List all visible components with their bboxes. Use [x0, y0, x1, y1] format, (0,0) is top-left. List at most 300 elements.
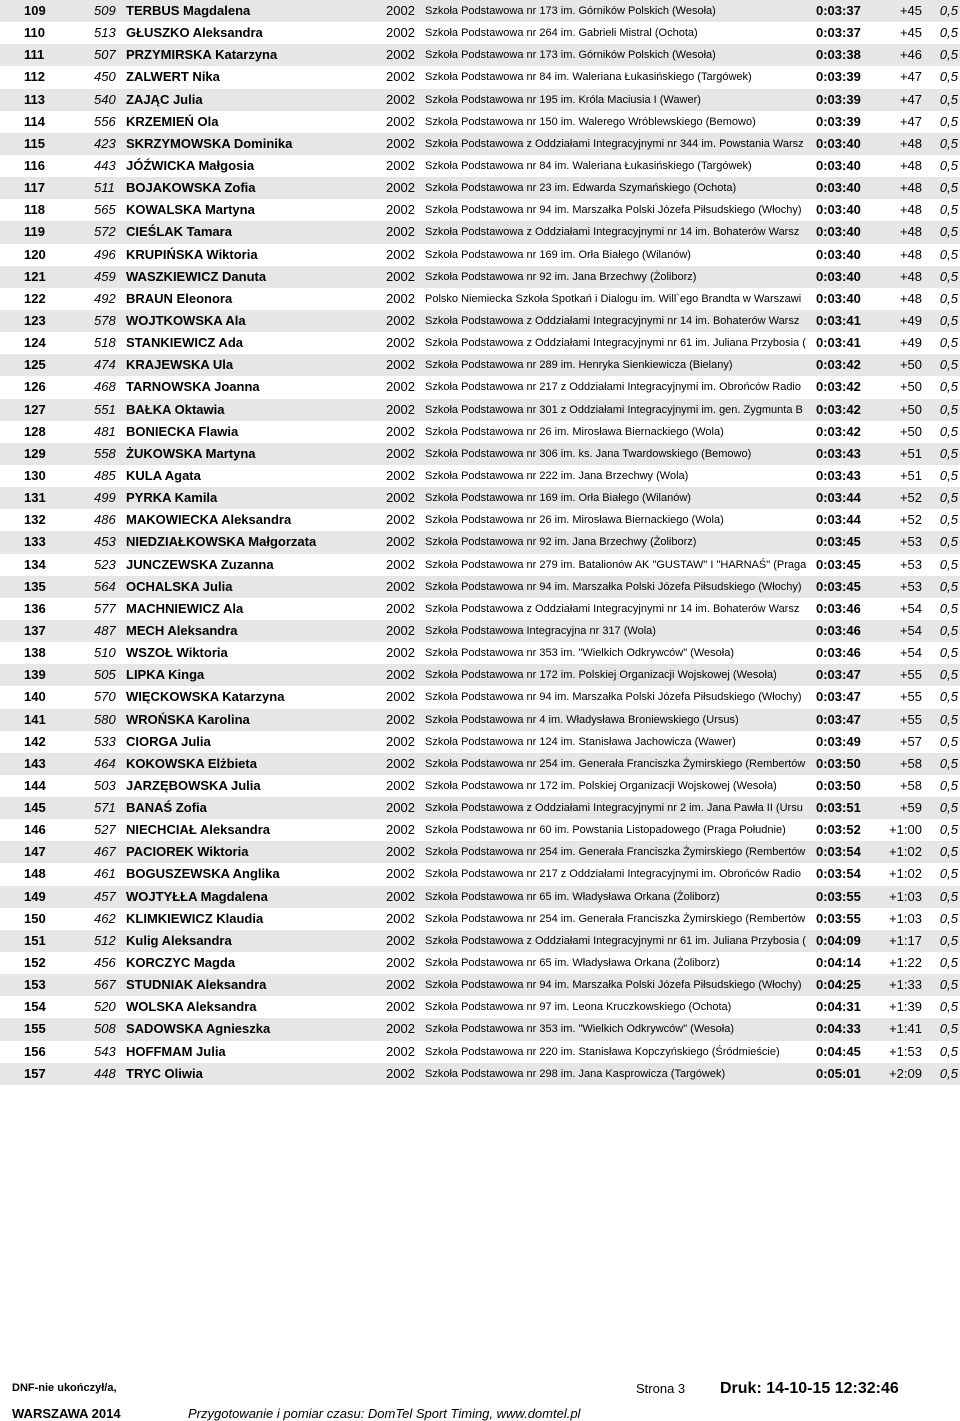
table-row: [0, 266, 960, 288]
time-cell: 0:03:42: [816, 423, 861, 439]
school-cell: Szkoła Podstawowa nr 124 im. Stanisława Jachowicza (Wawer): [425, 735, 736, 748]
name-cell: JUNCZEWSKA Zuzanna: [126, 556, 274, 572]
table-row: [0, 996, 960, 1018]
school-cell: Szkoła Podstawowa nr 26 im. Mirosława Biernackiego (Wola): [425, 425, 724, 438]
time-cell: 0:04:14: [816, 955, 861, 971]
name-cell: WASZKIEWICZ Danuta: [126, 268, 267, 284]
name-cell: TARNOWSKA Joanna: [126, 379, 260, 395]
place-cell: 128: [24, 423, 46, 439]
name-cell: KOKOWSKA Elżbieta: [126, 755, 257, 771]
table-row: [0, 332, 960, 354]
table-row: [0, 111, 960, 133]
place-cell: 146: [24, 822, 46, 838]
bib-cell: 487: [94, 622, 116, 638]
points-cell: 0,5: [939, 47, 958, 63]
time-cell: 0:03:49: [816, 733, 861, 749]
bib-cell: 540: [94, 91, 116, 107]
school-cell: Szkoła Podstawowa nr 84 im. Waleriana Łukasińskiego (Targówek): [425, 159, 752, 172]
gap-cell: +59: [899, 800, 922, 816]
school-cell: Szkoła Podstawowa nr 169 im. Orła Białego (Wilanów): [425, 248, 691, 261]
year-cell: 2002: [386, 3, 415, 18]
year-cell: 2002: [386, 955, 415, 971]
year-cell: 2002: [386, 246, 415, 262]
year-cell: 2002: [386, 534, 415, 550]
school-cell: Szkoła Podstawowa nr 173 im. Górników Polskich (Wesoła): [425, 49, 716, 62]
table-row: [0, 664, 960, 686]
points-cell: 0,5: [939, 667, 958, 683]
gap-cell: +48: [899, 224, 922, 240]
time-cell: 0:03:44: [816, 490, 861, 506]
year-cell: 2002: [386, 423, 415, 439]
points-cell: 0,5: [939, 600, 958, 616]
name-cell: TRYC Oliwia: [126, 1065, 203, 1081]
points-cell: 0,5: [939, 113, 958, 129]
bib-cell: 512: [94, 932, 116, 948]
gap-cell: +49: [899, 335, 922, 351]
name-cell: WOJTYŁŁA Magdalena: [126, 888, 268, 904]
school-cell: Szkoła Podstawowa z Oddziałami Integracyjnymi nr 2 im. Jana Pawła II (Ursu: [425, 802, 803, 815]
place-cell: 150: [24, 910, 46, 926]
name-cell: STANKIEWICZ Ada: [126, 335, 243, 351]
points-cell: 0,5: [939, 955, 958, 971]
name-cell: WOJTKOWSKA Ala: [126, 312, 246, 328]
school-cell: Szkoła Podstawowa nr 301 z Oddziałami Integracyjnymi im. gen. Zygmunta B: [425, 403, 803, 416]
bib-cell: 533: [94, 733, 116, 749]
name-cell: CIEŚLAK Tamara: [126, 224, 232, 240]
gap-cell: +48: [899, 268, 922, 284]
place-cell: 138: [24, 645, 46, 661]
points-cell: 0,5: [939, 379, 958, 395]
name-cell: PYRKA Kamila: [126, 490, 218, 506]
table-row: [0, 1063, 960, 1085]
bib-cell: 527: [94, 822, 116, 838]
year-cell: 2002: [386, 999, 415, 1015]
table-row: [0, 310, 960, 332]
gap-cell: +45: [899, 25, 922, 41]
year-cell: 2002: [386, 733, 415, 749]
year-cell: 2002: [386, 1065, 415, 1081]
name-cell: KRAJEWSKA Ula: [126, 357, 234, 373]
points-cell: 0,5: [939, 578, 958, 594]
school-cell: Szkoła Podstawowa nr 306 im. ks. Jana Twardowskiego (Bemowo): [425, 447, 752, 460]
table-row: [0, 1018, 960, 1040]
school-cell: Szkoła Podstawowa nr 94 im. Marszałka Polski Józefa Piłsudskiego (Włochy): [425, 979, 802, 992]
points-cell: 0,5: [939, 844, 958, 860]
year-cell: 2002: [386, 357, 415, 373]
time-cell: 0:03:50: [816, 755, 861, 771]
school-cell: Szkoła Podstawowa nr 217 z Oddziałami Integracyjnymi im. Obrońców Radio: [425, 868, 801, 881]
school-cell: Szkoła Podstawowa nr 60 im. Powstania Listopadowego (Praga Południe): [425, 824, 786, 837]
place-cell: 115: [24, 135, 45, 151]
school-cell: Szkoła Podstawowa z Oddziałami Integracyjnymi nr 14 im. Bohaterów Warsz: [425, 226, 800, 239]
time-cell: 0:04:09: [816, 932, 861, 948]
place-cell: 143: [24, 755, 46, 771]
gap-cell: +2:09: [889, 1065, 922, 1081]
points-cell: 0,5: [939, 202, 958, 218]
year-cell: 2002: [386, 932, 415, 948]
table-row: [0, 66, 960, 88]
table-row: [0, 177, 960, 199]
points-cell: 0,5: [939, 312, 958, 328]
name-cell: ZALWERT Nika: [126, 69, 220, 85]
name-cell: SKRZYMOWSKA Dominika: [126, 135, 293, 151]
year-cell: 2002: [386, 312, 415, 328]
points-cell: 0,5: [939, 401, 958, 417]
year-cell: 2002: [386, 25, 415, 41]
table-row: [0, 930, 960, 952]
name-cell: JARZĘBOWSKA Julia: [126, 777, 261, 793]
bib-cell: 556: [94, 113, 116, 129]
gap-cell: +50: [899, 379, 922, 395]
time-cell: 0:04:25: [816, 977, 861, 993]
points-cell: 0,5: [939, 777, 958, 793]
points-cell: 0,5: [939, 822, 958, 838]
bib-cell: 456: [94, 955, 116, 971]
time-cell: 0:03:40: [816, 268, 861, 284]
year-cell: 2002: [386, 47, 415, 63]
school-cell: Szkoła Podstawowa z Oddziałami Integracyjnymi nr 61 im. Juliana Przybosia (: [425, 934, 806, 947]
gap-cell: +50: [899, 401, 922, 417]
school-cell: Szkoła Podstawowa z Oddziałami Integracyjnymi nr 14 im. Bohaterów Warsz: [425, 602, 800, 615]
name-cell: Kulig Aleksandra: [126, 932, 232, 948]
place-cell: 137: [24, 622, 46, 638]
bib-cell: 453: [94, 534, 116, 550]
bib-cell: 571: [94, 800, 116, 816]
table-row: [0, 642, 960, 664]
points-cell: 0,5: [939, 290, 958, 306]
time-cell: 0:03:37: [816, 25, 861, 41]
table-row: [0, 576, 960, 598]
time-cell: 0:03:40: [816, 224, 861, 240]
time-cell: 0:03:55: [816, 888, 861, 904]
gap-cell: +1:03: [889, 910, 922, 926]
gap-cell: +53: [899, 534, 922, 550]
school-cell: Szkoła Podstawowa nr 254 im. Generała Franciszka Żymirskiego (Rembertów: [425, 846, 806, 859]
gap-cell: +51: [899, 445, 922, 461]
gap-cell: +1:03: [889, 888, 922, 904]
points-cell: 0,5: [939, 977, 958, 993]
time-cell: 0:03:46: [816, 600, 861, 616]
gap-cell: +46: [899, 47, 922, 63]
place-cell: 148: [24, 866, 46, 882]
points-cell: 0,5: [939, 25, 958, 41]
gap-cell: +57: [899, 733, 922, 749]
year-cell: 2002: [386, 335, 415, 351]
bib-cell: 457: [94, 888, 116, 904]
place-cell: 133: [24, 534, 46, 550]
table-row: [0, 133, 960, 155]
time-cell: 0:03:39: [816, 113, 861, 129]
table-row: [0, 1041, 960, 1063]
table-row: [0, 22, 960, 44]
year-cell: 2002: [386, 645, 415, 661]
table-row: [0, 554, 960, 576]
table-row: [0, 443, 960, 465]
table-row: [0, 376, 960, 398]
points-cell: 0,5: [939, 910, 958, 926]
name-cell: MAKOWIECKA Aleksandra: [126, 512, 292, 528]
year-cell: 2002: [386, 977, 415, 993]
time-cell: 0:03:40: [816, 202, 861, 218]
place-cell: 139: [24, 667, 46, 683]
name-cell: BOGUSZEWSKA Anglika: [126, 866, 280, 882]
points-cell: 0,5: [939, 645, 958, 661]
time-cell: 0:03:55: [816, 910, 861, 926]
place-cell: 136: [24, 600, 46, 616]
bib-cell: 448: [94, 1065, 116, 1081]
place-cell: 132: [24, 512, 46, 528]
year-cell: 2002: [386, 467, 415, 483]
gap-cell: +48: [899, 180, 922, 196]
table-row: [0, 797, 960, 819]
bib-cell: 474: [94, 357, 116, 373]
table-row: [0, 89, 960, 111]
place-cell: 152: [24, 955, 46, 971]
gap-cell: +54: [899, 645, 922, 661]
year-cell: 2002: [386, 866, 415, 882]
time-cell: 0:03:54: [816, 844, 861, 860]
time-cell: 0:03:40: [816, 246, 861, 262]
name-cell: KORCZYC Magda: [126, 955, 236, 971]
time-cell: 0:03:41: [816, 312, 861, 328]
points-cell: 0,5: [939, 490, 958, 506]
table-row: [0, 531, 960, 553]
points-cell: 0,5: [939, 91, 958, 107]
bib-cell: 450: [94, 69, 116, 85]
gap-cell: +47: [899, 113, 922, 129]
time-cell: 0:03:42: [816, 401, 861, 417]
time-cell: 0:03:52: [816, 822, 861, 838]
school-cell: Szkoła Podstawowa nr 217 z Oddziałami Integracyjnymi im. Obrońców Radio: [425, 381, 801, 394]
time-cell: 0:03:42: [816, 379, 861, 395]
gap-cell: +58: [899, 755, 922, 771]
school-cell: Szkoła Podstawowa nr 150 im. Walerego Wróblewskiego (Bemowo): [425, 115, 756, 128]
points-cell: 0,5: [939, 224, 958, 240]
school-cell: Szkoła Podstawowa nr 23 im. Edwarda Szymańskiego (Ochota): [425, 182, 737, 195]
year-cell: 2002: [386, 888, 415, 904]
points-cell: 0,5: [939, 1043, 958, 1059]
timing-credit: Przygotowanie i pomiar czasu: DomTel Sport Timing, www.domtel.pl: [188, 1406, 581, 1421]
points-cell: 0,5: [939, 755, 958, 771]
year-cell: 2002: [386, 910, 415, 926]
gap-cell: +52: [899, 512, 922, 528]
school-cell: Szkoła Podstawowa nr 195 im. Króla Maciusia I (Wawer): [425, 93, 701, 106]
bib-cell: 580: [94, 711, 116, 727]
points-cell: 0,5: [939, 999, 958, 1015]
year-cell: 2002: [386, 1043, 415, 1059]
table-row: [0, 0, 960, 22]
year-cell: 2002: [386, 622, 415, 638]
year-cell: 2002: [386, 689, 415, 705]
gap-cell: +58: [899, 777, 922, 793]
points-cell: 0,5: [939, 866, 958, 882]
year-cell: 2002: [386, 490, 415, 506]
school-cell: Szkoła Podstawowa nr 353 im. "Wielkich Odkrywców" (Wesoła): [425, 1023, 734, 1036]
gap-cell: +1:02: [889, 844, 922, 860]
bib-cell: 567: [94, 977, 116, 993]
school-cell: Szkoła Podstawowa nr 289 im. Henryka Sienkiewicza (Bielany): [425, 359, 733, 372]
time-cell: 0:03:45: [816, 556, 861, 572]
name-cell: BOJAKOWSKA Zofia: [126, 180, 256, 196]
bib-cell: 577: [94, 600, 116, 616]
bib-cell: 468: [94, 379, 116, 395]
year-cell: 2002: [386, 379, 415, 395]
place-cell: 145: [24, 800, 46, 816]
school-cell: Szkoła Podstawowa z Oddziałami Integracyjnymi nr 14 im. Bohaterów Warsz: [425, 314, 800, 327]
time-cell: 0:03:45: [816, 578, 861, 594]
place-cell: 117: [24, 180, 45, 196]
name-cell: LIPKA Kinga: [126, 667, 205, 683]
table-row: [0, 908, 960, 930]
school-cell: Szkoła Podstawowa nr 298 im. Jana Kasprowicza (Targówek): [425, 1067, 726, 1080]
bib-cell: 486: [94, 512, 116, 528]
bib-cell: 507: [94, 47, 116, 63]
bib-cell: 509: [94, 3, 116, 18]
bib-cell: 518: [94, 335, 116, 351]
name-cell: BANAŚ Zofia: [126, 800, 207, 816]
gap-cell: +48: [899, 290, 922, 306]
points-cell: 0,5: [939, 932, 958, 948]
school-cell: Szkoła Podstawowa nr 26 im. Mirosława Biernackiego (Wola): [425, 514, 724, 527]
bib-cell: 558: [94, 445, 116, 461]
gap-cell: +47: [899, 69, 922, 85]
bib-cell: 508: [94, 1021, 116, 1037]
place-cell: 120: [24, 246, 46, 262]
table-row: [0, 509, 960, 531]
points-cell: 0,5: [939, 733, 958, 749]
place-cell: 156: [24, 1043, 46, 1059]
table-row: [0, 244, 960, 266]
year-cell: 2002: [386, 1021, 415, 1037]
place-cell: 147: [24, 844, 46, 860]
gap-cell: +52: [899, 490, 922, 506]
gap-cell: +50: [899, 423, 922, 439]
time-cell: 0:04:33: [816, 1021, 861, 1037]
name-cell: MACHNIEWICZ Ala: [126, 600, 244, 616]
place-cell: 125: [24, 357, 46, 373]
gap-cell: +53: [899, 578, 922, 594]
time-cell: 0:04:31: [816, 999, 861, 1015]
bib-cell: 492: [94, 290, 116, 306]
year-cell: 2002: [386, 512, 415, 528]
gap-cell: +1:33: [889, 977, 922, 993]
bib-cell: 485: [94, 467, 116, 483]
bib-cell: 510: [94, 645, 116, 661]
points-cell: 0,5: [939, 335, 958, 351]
bib-cell: 513: [94, 25, 116, 41]
gap-cell: +1:02: [889, 866, 922, 882]
points-cell: 0,5: [939, 1021, 958, 1037]
time-cell: 0:03:42: [816, 357, 861, 373]
name-cell: MECH Aleksandra: [126, 622, 238, 638]
bib-cell: 572: [94, 224, 116, 240]
points-cell: 0,5: [939, 157, 958, 173]
points-cell: 0,5: [939, 467, 958, 483]
place-cell: 113: [24, 91, 45, 107]
school-cell: Szkoła Podstawowa nr 94 im. Marszałka Polski Józefa Piłsudskiego (Włochy): [425, 580, 802, 593]
gap-cell: +48: [899, 157, 922, 173]
place-cell: 140: [24, 689, 46, 705]
name-cell: WIĘCKOWSKA Katarzyna: [126, 689, 285, 705]
points-cell: 0,5: [939, 69, 958, 85]
school-cell: Szkoła Podstawowa nr 92 im. Jana Brzechwy (Żoliborz): [425, 270, 697, 283]
bib-cell: 523: [94, 556, 116, 572]
gap-cell: +55: [899, 667, 922, 683]
bib-cell: 565: [94, 202, 116, 218]
bib-cell: 462: [94, 910, 116, 926]
year-cell: 2002: [386, 711, 415, 727]
gap-cell: +48: [899, 246, 922, 262]
time-cell: 0:03:40: [816, 135, 861, 151]
bib-cell: 543: [94, 1043, 116, 1059]
gap-cell: +45: [899, 3, 922, 18]
points-cell: 0,5: [939, 1065, 958, 1081]
name-cell: WROŃSKA Karolina: [126, 711, 250, 727]
bib-cell: 481: [94, 423, 116, 439]
gap-cell: +50: [899, 357, 922, 373]
table-row: [0, 288, 960, 310]
points-cell: 0,5: [939, 512, 958, 528]
gap-cell: +54: [899, 600, 922, 616]
gap-cell: +1:53: [889, 1043, 922, 1059]
school-cell: Szkoła Podstawowa nr 65 im. Władysława Orkana (Żoliborz): [425, 957, 720, 970]
gap-cell: +55: [899, 689, 922, 705]
year-cell: 2002: [386, 800, 415, 816]
name-cell: HOFFMAM Julia: [126, 1043, 226, 1059]
bib-cell: 423: [94, 135, 116, 151]
year-cell: 2002: [386, 224, 415, 240]
points-cell: 0,5: [939, 246, 958, 262]
points-cell: 0,5: [939, 135, 958, 151]
time-cell: 0:03:41: [816, 335, 861, 351]
bib-cell: 564: [94, 578, 116, 594]
place-cell: 144: [24, 777, 46, 793]
name-cell: NIECHCIAŁ Aleksandra: [126, 822, 270, 838]
year-cell: 2002: [386, 69, 415, 85]
time-cell: 0:03:47: [816, 711, 861, 727]
name-cell: JÓŹWICKA Małgosia: [126, 157, 255, 173]
name-cell: CIORGA Julia: [126, 733, 211, 749]
time-cell: 0:03:50: [816, 777, 861, 793]
gap-cell: +1:41: [889, 1021, 922, 1037]
points-cell: 0,5: [939, 268, 958, 284]
place-cell: 109: [24, 3, 46, 18]
year-cell: 2002: [386, 180, 415, 196]
points-cell: 0,5: [939, 423, 958, 439]
bib-cell: 459: [94, 268, 116, 284]
dnf-note: DNF-nie ukończył/a,: [12, 1382, 117, 1394]
table-row: [0, 731, 960, 753]
gap-cell: +53: [899, 556, 922, 572]
place-cell: 126: [24, 379, 46, 395]
gap-cell: +1:17: [889, 932, 922, 948]
year-cell: 2002: [386, 445, 415, 461]
table-row: [0, 886, 960, 908]
school-cell: Szkoła Podstawowa nr 4 im. Władysława Broniewskiego (Ursus): [425, 713, 739, 726]
points-cell: 0,5: [939, 711, 958, 727]
name-cell: WOLSKA Aleksandra: [126, 999, 257, 1015]
table-row: [0, 863, 960, 885]
table-row: [0, 709, 960, 731]
time-cell: 0:03:43: [816, 467, 861, 483]
bib-cell: 496: [94, 246, 116, 262]
gap-cell: +1:00: [889, 822, 922, 838]
name-cell: GŁUSZKO Aleksandra: [126, 25, 263, 41]
year-cell: 2002: [386, 822, 415, 838]
name-cell: WSZOŁ Wiktoria: [126, 645, 228, 661]
print-timestamp: Druk: 14-10-15 12:32:46: [720, 1380, 899, 1397]
bib-cell: 461: [94, 866, 116, 882]
